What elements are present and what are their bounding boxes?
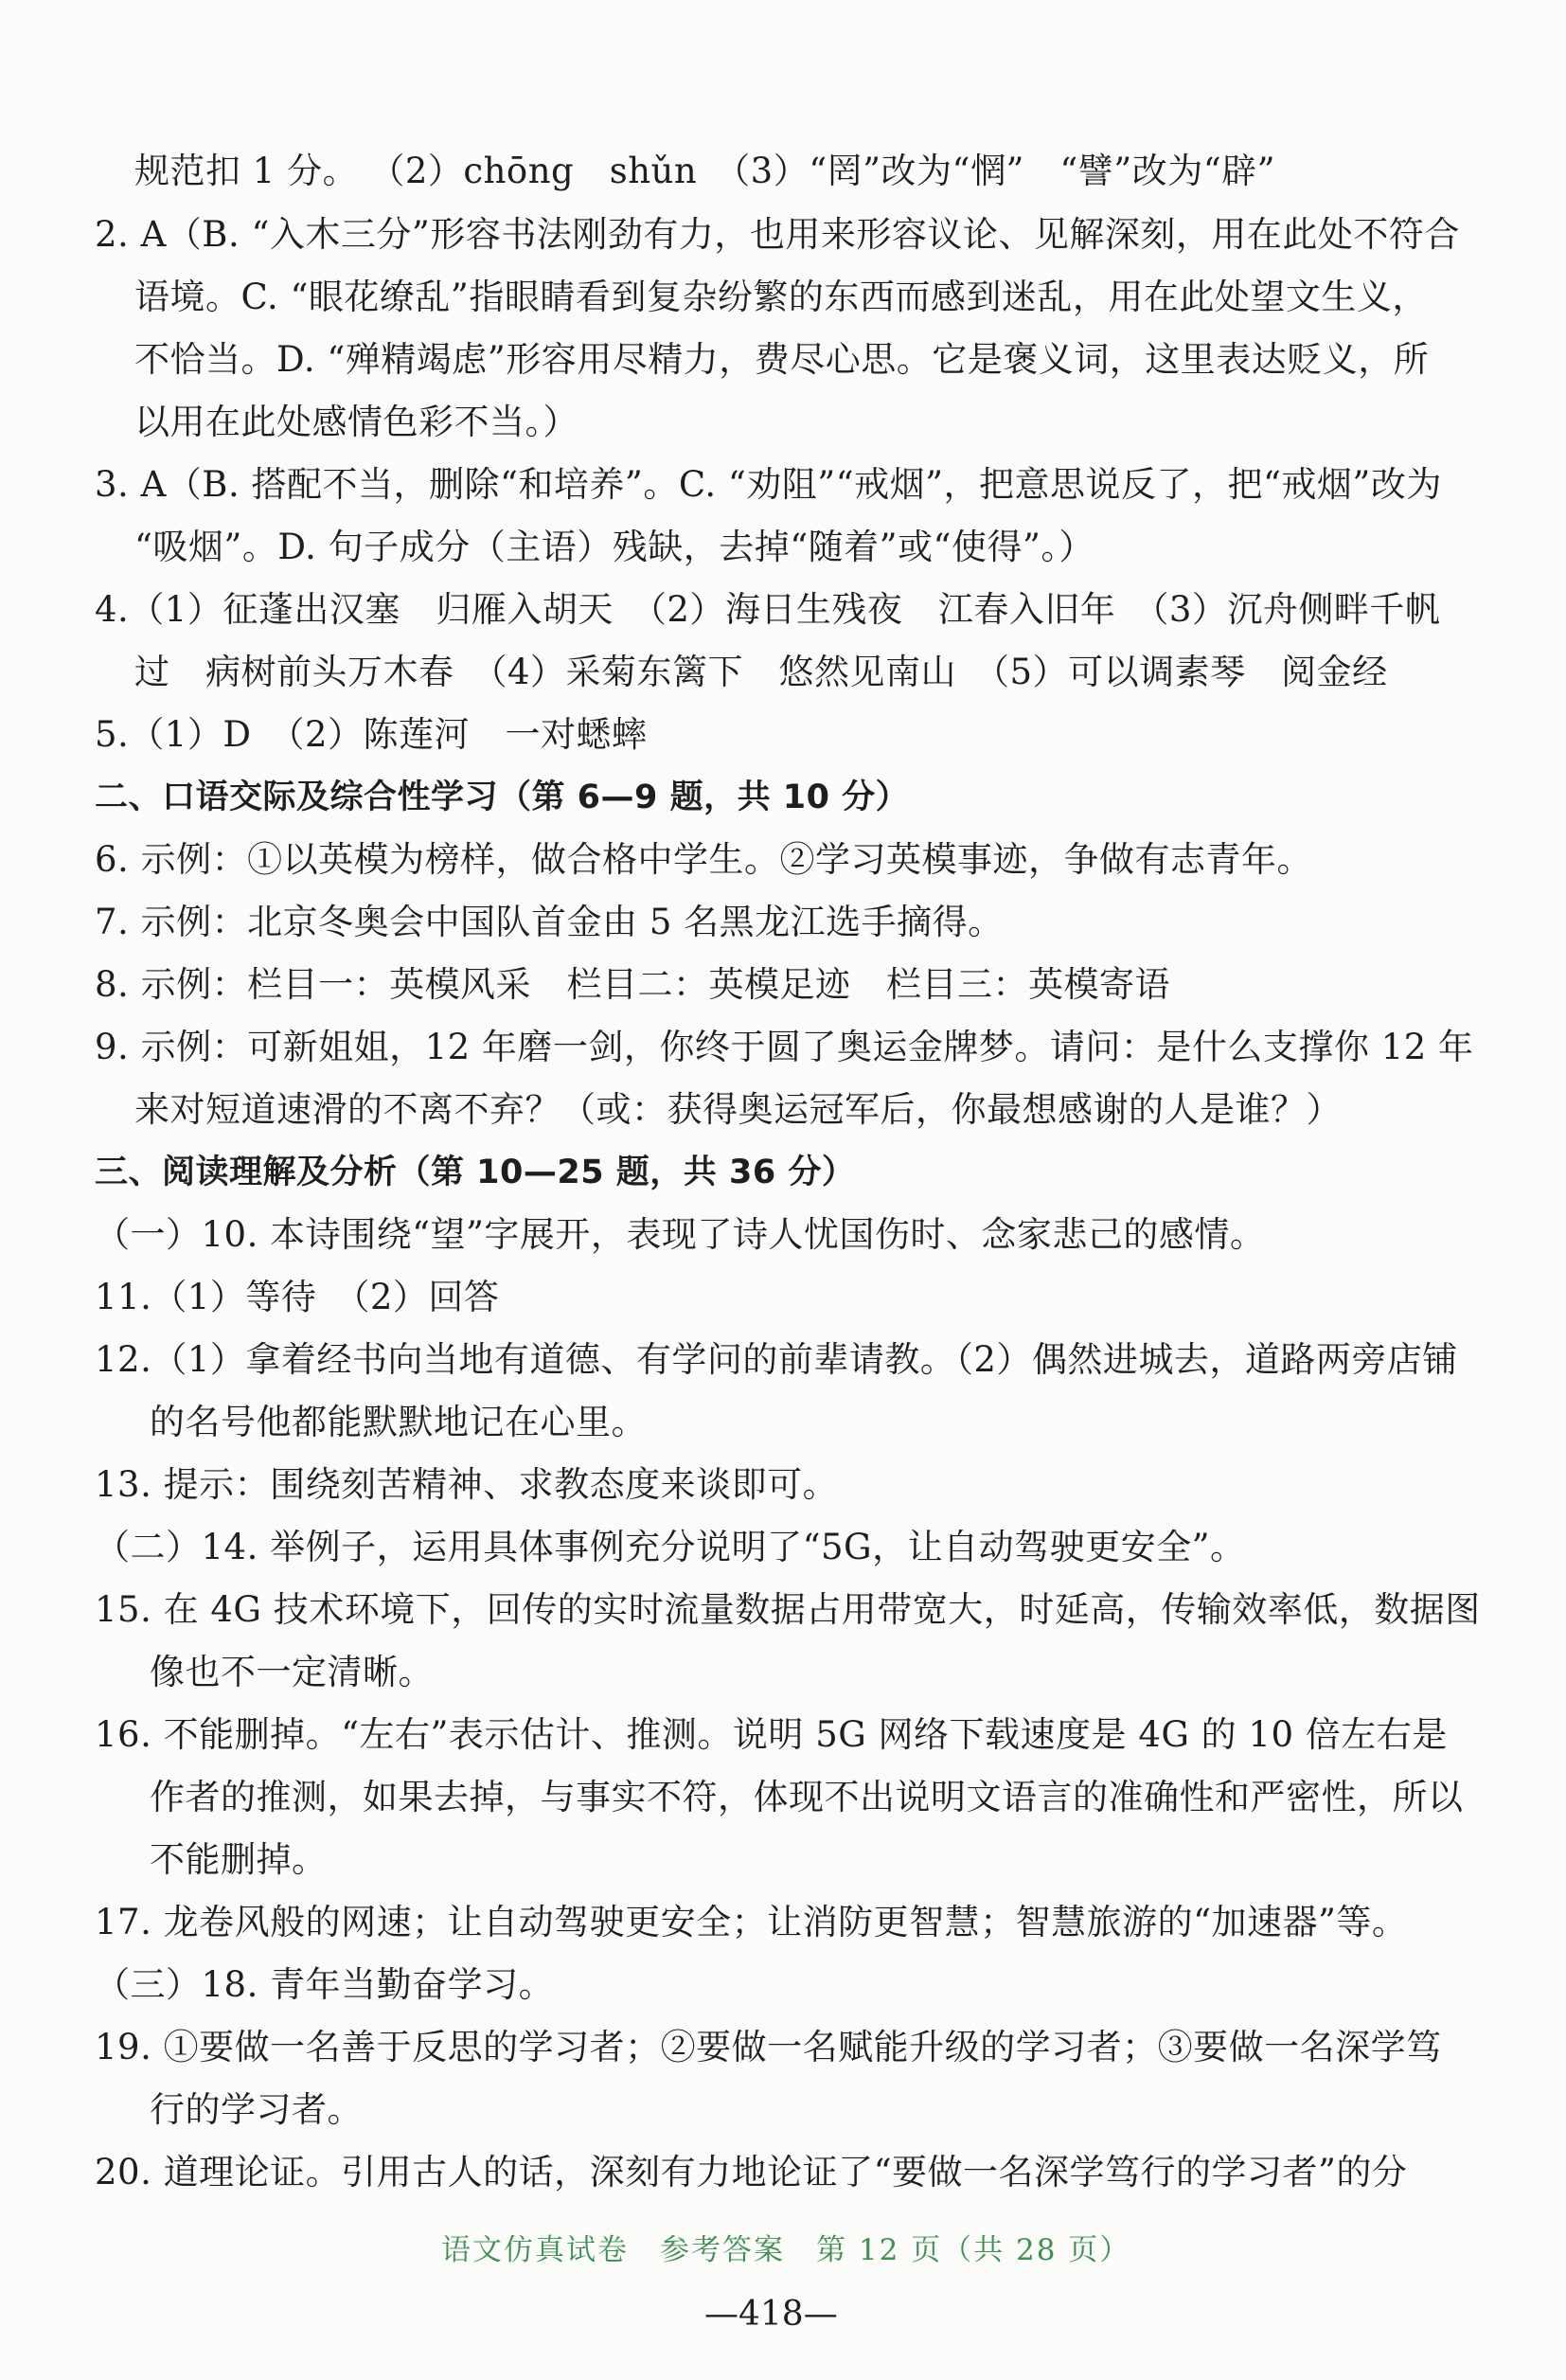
answer-line: 规范扣 1 分。 （2）chōng shǔn （3）“罔”改为“惘” “譬”改为“辟”: [134, 151, 1276, 191]
section-heading: 三、阅读理解及分析（第 10—25 题，共 36 分）: [95, 1154, 856, 1191]
answer-line: （三）18. 青年当勤奋学习。: [95, 1964, 555, 2005]
answer-line: 7. 示例：北京冬奥会中国队首金由 5 名黑龙江选手摘得。: [95, 902, 1004, 942]
answer-line: 13. 提示：围绕刻苦精神、求教态度来谈即可。: [95, 1464, 839, 1505]
footer-label: 语文仿真试卷 参考答案 第 12 页（共 28 页）: [441, 2233, 1131, 2267]
section-heading: 二、口语交际及综合性学习（第 6—9 题，共 10 分）: [95, 778, 910, 816]
answer-line: 6. 示例：①以英模为榜样，做合格中学生。②学习英模事迹，争做有志青年。: [95, 839, 1313, 880]
answer-line: 16. 不能删掉。“左右”表示估计、推测。说明 5G 网络下载速度是 4G 的 10 倍左右是: [95, 1714, 1448, 1755]
answer-line: 5.（1）D （2）陈莲河 一对蟋蟀: [95, 714, 648, 755]
answer-line: （一）10. 本诗围绕“望”字展开，表现了诗人忧国伤时、念家悲己的感情。: [95, 1214, 1266, 1255]
answer-line: 来对短道速滑的不离不弃？（或：获得奥运冠军后，你最想感谢的人是谁？）: [134, 1089, 1342, 1130]
answer-line: 的名号他都能默默地记在心里。: [150, 1402, 647, 1442]
answer-line: 17. 龙卷风般的网速；让自动驾驶更安全；让消防更智慧；智慧旅游的“加速器”等。: [95, 1902, 1408, 1942]
answer-line: 20. 道理论证。引用古人的话，深刻有力地论证了“要做一名深学笃行的学习者”的分: [95, 2152, 1408, 2192]
answer-line: 不恰当。D. “殚精竭虑”形容用尽精力，费尽心思。它是褒义词，这里表达贬义，所: [134, 339, 1430, 380]
answer-line: 15. 在 4G 技术环境下，回传的实时流量数据占用带宽大，时延高，传输效率低，数据图: [95, 1589, 1481, 1630]
answer-line: （二）14. 举例子，运用具体事例充分说明了“5G，让自动驾驶更安全”。: [95, 1527, 1246, 1567]
answer-line: “吸烟”。D. 句子成分（主语）残缺，去掉“随着”或“使得”。）: [134, 527, 1094, 567]
answer-line: 12.（1）拿着经书向当地有道德、有学问的前辈请教。（2）偶然进城去，道路两旁店铺: [95, 1339, 1458, 1380]
answer-line: 语境。C. “眼花缭乱”指眼睛看到复杂纷繁的东西而感到迷乱，用在此处望文生义，: [134, 277, 1428, 317]
answer-line: 19. ①要做一名善于反思的学习者；②要做一名赋能升级的学习者；③要做一名深学笃: [95, 2027, 1442, 2067]
answer-line: 2. A（B. “入木三分”形容书法刚劲有力，也用来形容议论、见解深刻，用在此处不符合: [95, 214, 1460, 255]
answer-line: 4.（1）征蓬出汉塞 归雁入胡天 （2）海日生残夜 江春入旧年 （3）沉舟侧畔千帆: [95, 589, 1441, 630]
answer-line: 11.（1）等待 （2）回答: [95, 1277, 500, 1317]
answer-line: 行的学习者。: [150, 2089, 363, 2130]
answer-line: 3. A（B. 搭配不当，删除“和培养”。C. “劝阻”“戒烟”，把意思说反了，把“戒烟”改为: [95, 464, 1442, 505]
page-number: —418—: [704, 2295, 838, 2334]
answer-line: 作者的推测，如果去掉，与事实不符，体现不出说明文语言的准确性和严密性，所以: [150, 1777, 1464, 1817]
answer-line: 不能删掉。: [150, 1839, 328, 1880]
answer-line: 过 病树前头万木春 （4）采菊东篱下 悠然见南山 （5）可以调素琴 阅金经: [134, 652, 1388, 692]
answer-line: 8. 示例：栏目一：英模风采 栏目二：英模足迹 栏目三：英模寄语: [95, 964, 1171, 1005]
answer-line: 像也不一定清晰。: [150, 1652, 434, 1692]
answer-line: 以用在此处感情色彩不当。）: [134, 402, 578, 442]
answer-line: 9. 示例：可新姐姐，12 年磨一剑，你终于圆了奥运金牌梦。请问：是什么支撑你 12 年: [95, 1027, 1474, 1067]
